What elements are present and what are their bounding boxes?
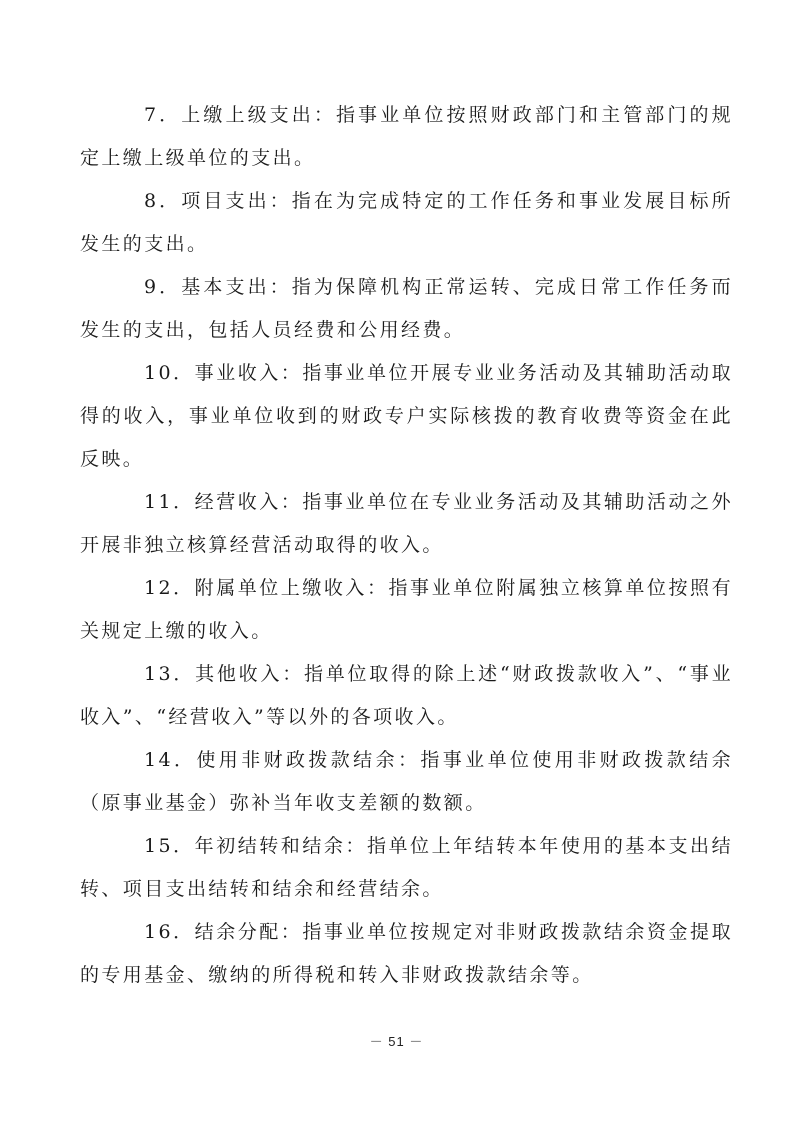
paragraph-item-13: 13．其他收入：指单位取得的除上述“财政拨款收入”、“事业收入”、“经营收入”等以外的各项收入。	[80, 663, 733, 728]
paragraph-item-14: 14．使用非财政拨款结余：指事业单位使用非财政拨款结余（原事业基金）弥补当年收支差额的数额。	[80, 749, 733, 814]
paragraph-item-15: 15．年初结转和结余：指单位上年结转本年使用的基本支出结转、项目支出结转和结余和经营结余。	[80, 835, 733, 900]
paragraph-item-7: 7．上缴上级支出：指事业单位按照财政部门和主管部门的规定上缴上级单位的支出。	[80, 104, 733, 169]
paragraph-item-10: 10．事业收入：指事业单位开展专业业务活动及其辅助活动取得的收入，事业单位收到的财政专户实际核拨的教育收费等资金在此反映。	[80, 362, 733, 470]
page-number: － 51 －	[369, 1034, 424, 1049]
paragraph-item-9: 9．基本支出：指为保障机构正常运转、完成日常工作任务而发生的支出，包括人员经费和公用经费。	[80, 276, 733, 341]
paragraph-item-16: 16．结余分配：指事业单位按规定对非财政拨款结余资金提取的专用基金、缴纳的所得税和转入非财政拨款结余等。	[80, 921, 733, 986]
paragraph-item-12: 12．附属单位上缴收入：指事业单位附属独立核算单位按照有关规定上缴的收入。	[80, 577, 733, 642]
paragraph-item-11: 11．经营收入：指事业单位在专业业务活动及其辅助活动之外开展非独立核算经营活动取得的收入。	[80, 491, 733, 556]
paragraph-item-8: 8．项目支出：指在为完成特定的工作任务和事业发展目标所发生的支出。	[80, 190, 733, 255]
body-text	[80, 94, 733, 997]
